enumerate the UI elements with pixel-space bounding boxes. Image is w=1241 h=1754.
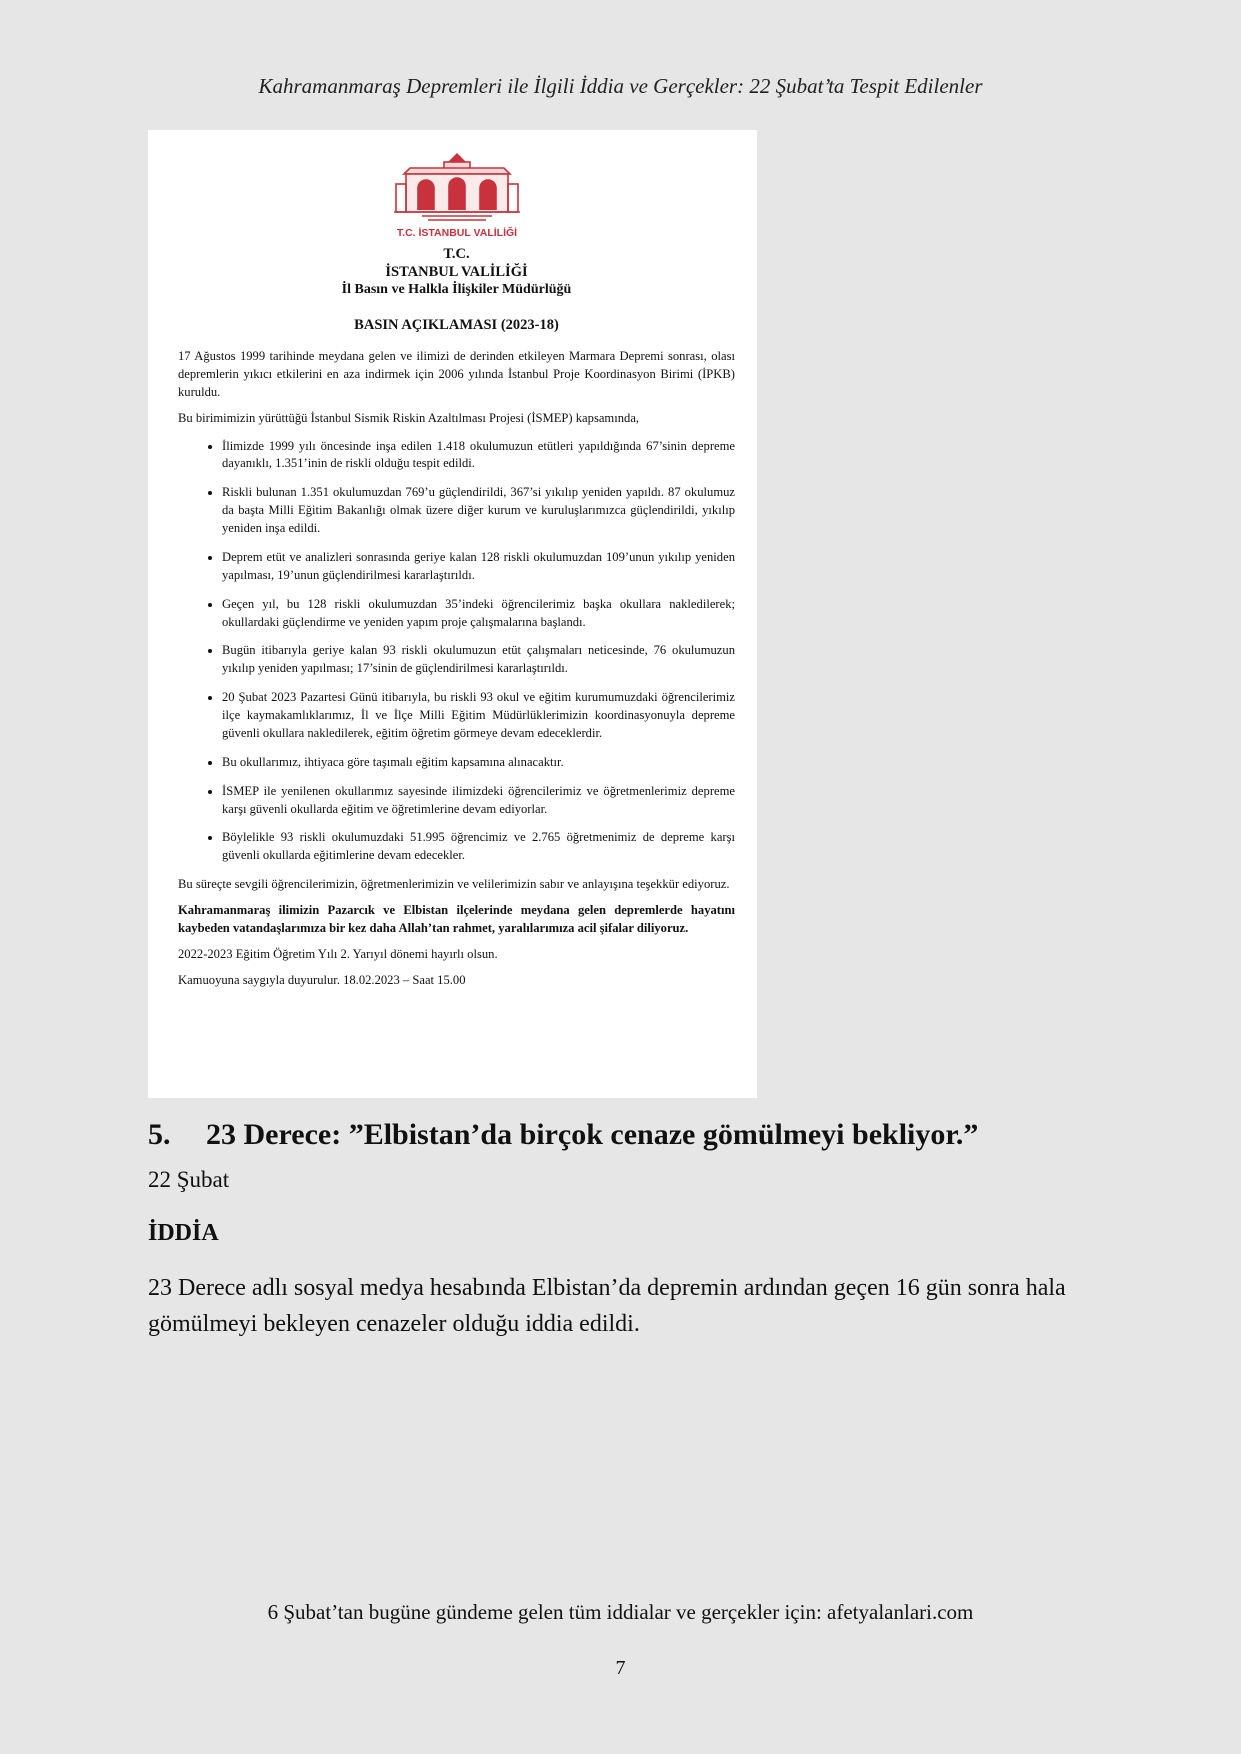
- press-release-condolence: Kahramanmaraş ilimizin Pazarcık ve Elbistan ilçelerinde meydana gelen depremlerde hayatını kaybeden vatandaşlarımıza bir kez daha Allah’tan rahmet, yaralılarımıza acil şifalar diliyoruz.: [178, 903, 735, 935]
- doc-header-tc: T.C.: [443, 246, 470, 262]
- press-release-bullet: • Bu okullarımız, ihtiyaca göre taşımalı eğitim kapsamına alınacaktır.: [222, 754, 735, 772]
- doc-header-governorship: İSTANBUL VALİLİĞİ: [385, 263, 528, 280]
- press-release-bullet: • Bugün itibarıyla geriye kalan 93 riskli okulumuzun etüt çalışmaları neticesinde, 76 okulumuzun yıkılıp yeniden yapılması; 17’sinin de güçlendirilmesi kararlaştırıldı.: [222, 642, 735, 678]
- press-release-image: [148, 130, 757, 1098]
- running-header: Kahramanmaraş Depremleri ile İlgili İddia ve Gerçekler: 22 Şubat’ta Tespit Edilenler: [258, 74, 983, 98]
- section-heading: [148, 1118, 1108, 1152]
- section-date: 22 Şubat: [148, 1167, 230, 1192]
- press-release-intro: Bu birimimizin yürüttüğü İstanbul Sismik Riskin Azaltılması Projesi (İSMEP) kapsamında,: [178, 410, 640, 425]
- press-release-bullet: • İlimizde 1999 yılı öncesinde inşa edilen 1.418 okulumuzun etütleri yapıldığında 67’sinin depreme dayanıklı, 1.351’inin de riskli olduğu tespit edildi.: [222, 438, 735, 474]
- press-release-signoff: Kamuoyuna saygıyla duyurulur. 18.02.2023 – Saat 15.00: [178, 972, 466, 987]
- press-release-bullet: • İSMEP ile yenilenen okullarımız sayesinde ilimizdeki öğrencilerimiz ve öğretmenlerimiz depreme karşı güvenli okullarda eğitim ve öğretimlerine devam ediyorlar.: [222, 783, 735, 819]
- doc-header-department: İl Basın ve Halkla İlişkiler Müdürlüğü: [341, 282, 572, 298]
- press-release-intro: 17 Ağustos 1999 tarihinde meydana gelen ve ilimizi de derinden etkileyen Marmara Depremi sonrası, olası depremlerin yıkıcı etkilerini en aza indirmek için 2006 yılında İstanbul Proje Koordinasyon Birimi (İPKB) kuruldu.: [178, 349, 735, 399]
- claim-text: 23 Derece adlı sosyal medya hesabında Elbistan’da depremin ardından geçen 16 gün sonra hala gömülmeyi bekleyen cenazeler olduğu iddia edildi.: [148, 1275, 1066, 1337]
- claim-label: İDDİA: [148, 1220, 219, 1246]
- press-release-list: [178, 438, 735, 866]
- press-release-title: BASIN AÇIKLAMASI (2023-18): [354, 317, 559, 334]
- istanbul-governorship-logo: [382, 150, 532, 242]
- press-release-wish: 2022-2023 Eğitim Öğretim Yılı 2. Yarıyıl dönemi hayırlı olsun.: [178, 946, 498, 961]
- press-release-bullet: • Geçen yıl, bu 128 riskli okulumuzdan 35’indeki öğrencilerimiz başka okullara nakledilerek; okullardaki güçlendirme ve yeniden yapım proje çalışmalarına başlandı.: [222, 596, 735, 632]
- section-number: 5.: [148, 1118, 171, 1151]
- press-release-bullet: • 20 Şubat 2023 Pazartesi Günü itibarıyla, bu riskli 93 okul ve eğitim kurumumuzdaki öğrencilerimiz ilçe kaymakamlıklarımız, İl ve İlçe Milli Eğitim Müdürlüklerimizin koordinasyonuyla depreme güvenli okullara nakledilerek, eğitim öğretim görmeye devam edeceklerdir.: [222, 689, 735, 743]
- section-title: 23 Derece: ”Elbistan’da birçok cenaze gömülmeyi bekliyor.”: [206, 1118, 979, 1151]
- press-release-bullet: • Böylelikle 93 riskli okulumuzdaki 51.995 öğrencimiz ve 2.765 öğretmenimiz de depreme karşı güvenli okullarda eğitimlerine devam edecekler.: [222, 829, 735, 865]
- page-number: 7: [615, 1657, 626, 1679]
- press-release-closing: Bu süreçte sevgili öğrencilerimizin, öğretmenlerimizin ve velilerimizin sabır ve anlayışına teşekkür ediyoruz.: [178, 877, 730, 892]
- press-release-bullet: • Deprem etüt ve analizleri sonrasında geriye kalan 128 riskli okulumuzdan 109’unun yıkılıp yeniden yapılması, 19’unun güçlendirilmesi kararlaştırıldı.: [222, 549, 735, 585]
- footer-text: 6 Şubat’tan bugüne gündeme gelen tüm iddialar ve gerçekler için: afetyalanlari.com: [267, 1600, 974, 1624]
- svg-text:T.C. İSTANBUL VALİLİĞİ: T.C. İSTANBUL VALİLİĞİ: [396, 227, 517, 239]
- press-release-bullet: • Riskli bulunan 1.351 okulumuzdan 769’u güçlendirildi, 367’si yıkılıp yeniden yapıldı. 87 okulumuz da başta Milli Eğitim Bakanlığı olmak üzere diğer kurum ve kuruluşlarımızca güçlendirildi, yıkılıp yeniden inşa edildi.: [222, 484, 735, 538]
